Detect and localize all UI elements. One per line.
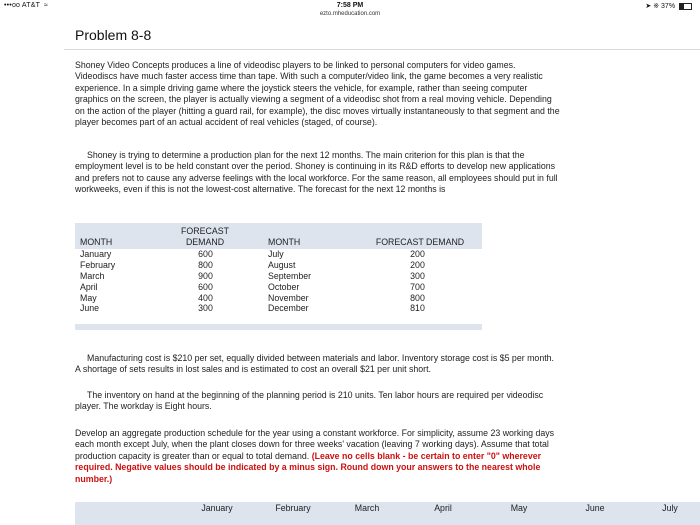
problem-paragraph-4: The inventory on hand at the beginning of the planning period is 210 units. Ten labor hours are required per videodisc player. The workday is Eight hours. <box>75 390 544 412</box>
forecast-table <box>75 223 482 330</box>
month-cell: November <box>268 292 309 303</box>
status-bar <box>0 0 700 22</box>
month-cell: April <box>80 281 98 292</box>
instructions-warning: (Leave no cells blank - be certain to enter "0" wherever required. Negative values should be indicated by a minus sign. Round down your answers to the nearest whole number.) <box>75 450 542 484</box>
battery-icon <box>679 3 692 10</box>
month-cell: March <box>80 270 105 281</box>
carrier-label: •••oo AT&T <box>4 2 41 9</box>
demand-cell: 800 <box>198 259 213 270</box>
header-forecast-right: FORECAST DEMAND <box>375 237 465 247</box>
wifi-icon: ≈ <box>44 2 48 9</box>
page-title: Problem 8-8 <box>75 27 152 43</box>
month-cell: June <box>80 303 100 314</box>
location-icon: ➤ <box>645 3 652 10</box>
problem-paragraph-2: Shoney is trying to determine a production plan for the next 12 months. The main criterion for this plan is that the employment level is to be held constant over the period. Shoney is continuing in its R&D efforts to develop new applications and prefers not to cause any adverse feelings with the local workforce. For the same reason, all employees should put in full workweeks, even if this is not the lowest-cost alternative. The forecast for the next 12 months is <box>75 150 558 195</box>
month-cell: August <box>268 259 296 270</box>
demand-cell: 200 <box>410 249 425 259</box>
month-cell: May <box>80 292 97 303</box>
schedule-header-january: January <box>201 503 233 513</box>
demand-cell: 900 <box>198 270 213 281</box>
left-demand-column <box>188 249 223 314</box>
problem-paragraph-1: Shoney Video Concepts produces a line of videodisc players to be linked to personal computers for video games. Videodiscs have much faster access time than tape. With such a computer/video link, the game becomes a very realistic experience. In a simple driving game where the joystick steers the vehicle, for example, rather than seeing computer graphics on the screen, the player is actually viewing a segment of a videodisc shot from a real moving vehicle. Depending on the action of the player (hitting a guard rail, for example), the disc moves virtually instantaneously to that segment and the player becomes part of an actual accident of real vehicles (staged, of course). <box>75 60 560 128</box>
schedule-header-april: April <box>434 503 452 513</box>
demand-cell: 800 <box>410 292 425 303</box>
month-cell: December <box>268 303 309 314</box>
title-divider <box>64 49 700 50</box>
left-month-column <box>80 249 115 314</box>
header-forecast-left-line1: FORECAST <box>181 226 229 236</box>
battery-percent: 37% <box>661 3 676 10</box>
month-cell: July <box>268 249 284 259</box>
schedule-header-may: May <box>510 503 528 513</box>
demand-cell: 600 <box>198 249 213 259</box>
schedule-header-february: February <box>275 503 311 513</box>
right-month-column <box>268 249 311 314</box>
demand-cell: 810 <box>410 303 425 314</box>
demand-cell: 600 <box>198 281 213 292</box>
header-forecast-left <box>175 226 235 248</box>
schedule-header-june: June <box>585 503 605 513</box>
header-forecast-left-line2: DEMAND <box>185 236 225 247</box>
right-demand-column <box>400 249 435 314</box>
header-month-right: MONTH <box>268 237 301 247</box>
clock: 7:58 PM <box>336 2 364 9</box>
demand-cell: 700 <box>410 281 425 292</box>
month-cell: September <box>268 270 312 281</box>
month-cell: October <box>268 281 300 292</box>
month-cell: January <box>80 249 112 259</box>
schedule-header-july: July <box>662 503 678 513</box>
bluetooth-icon: ※ <box>653 3 660 10</box>
problem-paragraph-5 <box>75 428 555 485</box>
header-month-left: MONTH <box>80 237 113 247</box>
forecast-table-footer <box>75 324 482 330</box>
schedule-table <box>75 502 700 525</box>
demand-cell: 200 <box>410 259 425 270</box>
demand-cell: 400 <box>198 292 213 303</box>
problem-paragraph-3: Manufacturing cost is $210 per set, equally divided between materials and labor. Inventory storage cost is $5 per month. A shortage of sets results in lost sales and is estimated to cost an overall $21 per unit short. <box>75 353 554 375</box>
schedule-header-march: March <box>354 503 380 513</box>
demand-cell: 300 <box>410 270 425 281</box>
month-cell: February <box>80 259 116 270</box>
status-right <box>645 2 692 10</box>
url-label: ezto.mheducation.com <box>319 11 381 17</box>
demand-cell: 300 <box>198 303 213 314</box>
instructions-text: Develop an aggregate production schedule for the year using a constant workforce. For simplicity, assume 23 working days each month except July, when the plant closes down for three weeks' vacation (leaving 7 working days). Assume that total production capacity is greater than or equal to total demand. <box>75 428 555 461</box>
